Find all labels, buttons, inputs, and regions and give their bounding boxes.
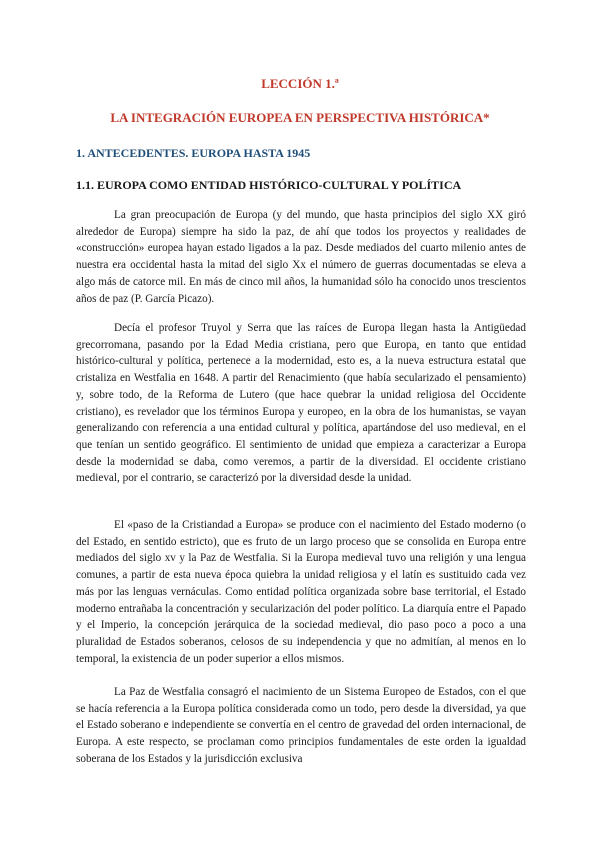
paragraph-3: El «paso de la Cristiandad a Europa» se produce con el nacimiento del Estado moderno (o del Estado, en sentido estricto), que es fruto de un largo proceso que se consolida en Europa entre mediados del siglo xv y la Paz de Westfalia. Si la Europa medieval tuvo una religión y una lengua comunes, a partir de esta nueva época quiebra la unidad religiosa y el latín es sustituido cada vez más por las lenguas vernáculas. Como entidad política organizada sobre base territorial, el Estado moderno entrañaba la concentración y secularización del poder político. La diarquía entre el Papado y el Imperio, la concepción jerárquica de la sociedad medieval, dio paso poco a poco a una pluralidad de Estados soberanos, celosos de su independencia y que no admitían, al menos en lo temporal, la existencia de un poder superior a ellos mismos. (76, 519, 526, 665)
page-title: LA INTEGRACIÓN EUROPEA EN PERSPECTIVA HISTÓRICA* (110, 110, 490, 125)
paragraph-2: Decía el profesor Truyol y Serra que las raíces de Europa llegan hasta la Antigüedad grecorromana, pasando por la Edad Media cristiana, pero que Europa, en tanto que entidad histórico-cultural y política, pertenece a la modernidad, esto es, a la nueva estructura estatal que cristaliza en Westfalia en 1648. A partir del Renacimiento (que había secularizado el pensamiento) y, sobre todo, de la Reforma de Lutero (que hace quebrar la unidad religiosa del Occidente cristiano), es revelador que los términos Europa y europeo, en la obra de los humanistas, se vayan generalizando con referencia a una entidad cultural y política, apartándose del uso medieval, en el que tenían un sentido geográfico. El sentimiento de unidad que empieza a caracterizar a Europa desde la modernidad se daba, como veremos, a partir de la diversidad. El occidente cristiano medieval, por el contrario, se caracterizó por la diversidad desde la unidad. (76, 322, 526, 485)
lesson-number: LECCIÓN 1.ª (261, 76, 339, 91)
paragraph-4: La Paz de Westfalia consagró el nacimiento de un Sistema Europeo de Estados, con el que se hacía referencia a la Europa política considerada como un todo, pero desde la diversidad, ya que el Estado soberano e independiente se convertía en el centro de gravedad del orden internacional, de Europa. A este respecto, se proclaman como principios fundamentales de este orden la igualdad soberana de los Estados y la jurisdicción exclusiva (76, 686, 526, 765)
section-heading: 1. ANTECEDENTES. EUROPA HASTA 1945 (76, 146, 311, 160)
paragraph-1: La gran preocupación de Europa (y del mundo, que hasta principios del siglo XX giró alrededor de Europa) siempre ha sido la paz, de ahí que todos los proyectos y realidades de «construcción» europea hayan estado ligados a la paz. Desde mediados del cuarto milenio antes de nuestra era occidental hasta la mitad del siglo Xx el número de guerras documentadas se eleva a algo más de catorce mil. En más de cinco mil años, la humanidad sólo ha conocido unos trescientos años de paz (P. García Picazo). (76, 209, 526, 305)
subsection-heading: 1.1. EUROPA COMO ENTIDAD HISTÓRICO-CULTURAL Y POLÍTICA (76, 178, 462, 192)
